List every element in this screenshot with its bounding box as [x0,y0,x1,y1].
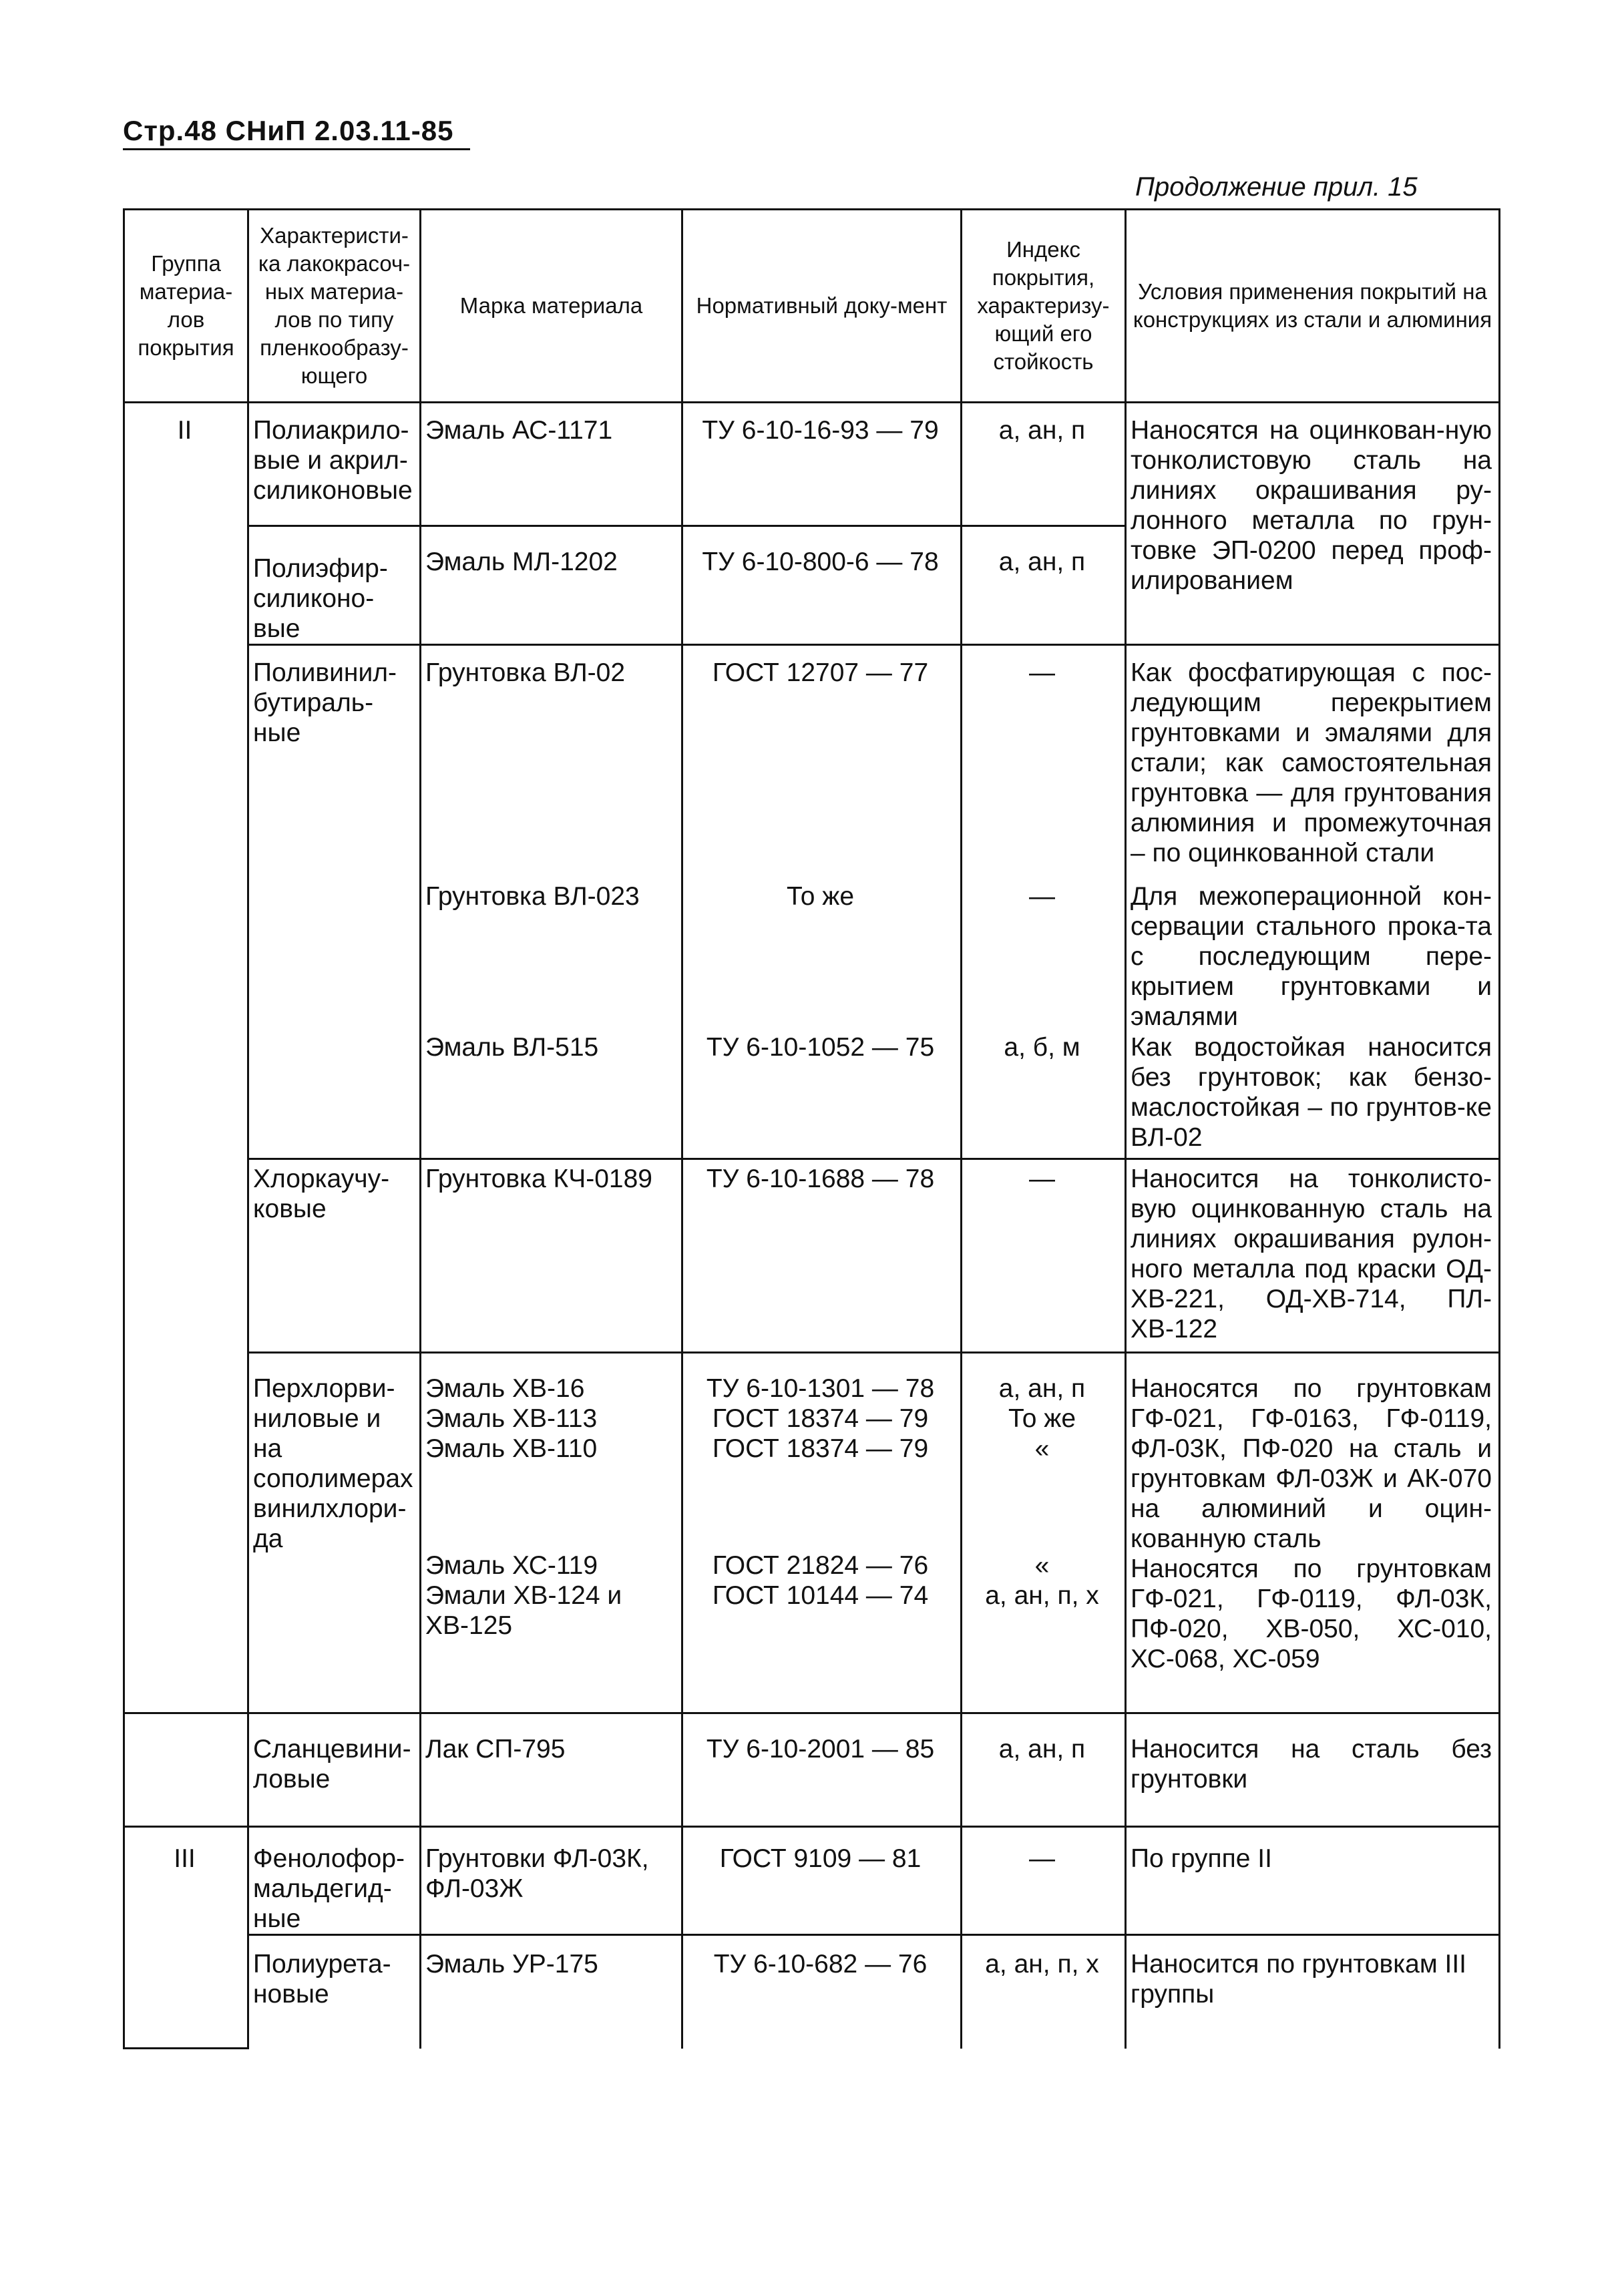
header-index: Индекс покрытия, характеризу-ющий его стойкость [962,210,1126,403]
index-cell: а, ан, п [962,403,1126,526]
doc-cell: ТУ 6-10-16-93 — 79 [682,403,962,526]
doc-line: ГОСТ 18374 — 79 [712,1434,929,1463]
table-row [124,1827,1500,1935]
brand-line: Эмаль ХВ-16 [425,1374,585,1403]
conditions-cell: Наносится по грунтовкам III группы [1126,1935,1500,2049]
header-normative-doc: Нормативный доку-мент [682,210,962,403]
index-cell [962,1353,1126,1713]
doc-cell: ТУ 6-10-1052 — 75 [682,1032,962,1159]
doc-cell: То же [682,879,962,1032]
brand-line: Эмаль ХВ-110 [425,1434,598,1463]
brand-cell: Эмаль МЛ-1202 [421,526,682,645]
type-cell: Полиакрило-вые и акрил-силиконовые [248,403,421,526]
conditions-cell: Для межоперационной кон-сервации стального прока-та с последующим пере-крытием грунтовками и эмалями [1126,879,1500,1032]
type-cell: Сланцевини-ловые [248,1713,421,1827]
index-cell: а, ан, п, х [962,1935,1126,2049]
doc-cell: ТУ 6-10-2001 — 85 [682,1713,962,1827]
index-line: а, ан, п [998,1374,1086,1403]
brand-line: Эмали ХВ-124 и ХВ-125 [425,1581,622,1640]
index-cell: — [962,645,1126,879]
group-cell: III [124,1827,248,2049]
type-cell: Фенолофор-мальдегид-ные [248,1827,421,1935]
doc-line: ГОСТ 21824 — 76 [712,1551,929,1580]
table-row [124,645,1500,879]
index-line: а, ан, п, х [985,1581,1099,1610]
header-brand: Марка материала [421,210,682,403]
group-cell-continued [124,1713,248,1827]
doc-line: ГОСТ 10144 — 74 [712,1581,929,1610]
group-cell: II [124,403,248,1713]
index-cell: а, ан, п [962,1713,1126,1827]
doc-cell [682,1353,962,1713]
type-cell: Поливинил-бутираль-ные [248,645,421,1159]
header-underline [123,148,470,150]
brand-cell: Лак СП-795 [421,1713,682,1827]
conditions-text: Наносятся по грунтовкам ГФ-021, ГФ-0163, ГФ-0119, ФЛ-03К, ПФ-020 на сталь и грунтовкам ФЛ-03Ж и АК-070 на алюминий и оцин-кованную сталь [1131,1374,1492,1553]
doc-cell: ГОСТ 9109 — 81 [682,1827,962,1935]
type-cell: Хлоркаучу-ковые [248,1159,421,1353]
table-row [124,1159,1500,1353]
index-line: То же [1008,1404,1076,1433]
table-row [124,403,1500,526]
header-group: Группа материа-лов покрытия [124,210,248,403]
type-cell: Полиурета-новые [248,1935,421,2049]
doc-line: ТУ 6-10-1301 — 78 [706,1374,935,1403]
index-line: « [1034,1434,1050,1463]
brand-cell: Эмаль ВЛ-515 [421,1032,682,1159]
table-header-row [124,210,1500,403]
index-line: « [1034,1551,1050,1580]
index-cell: — [962,1159,1126,1353]
brand-cell: Грунтовка КЧ-0189 [421,1159,682,1353]
conditions-text: Наносятся по грунтовкам ГФ-021, ГФ-0119, ФЛ-03К, ПФ-020, ХВ-050, ХС-010, ХС-068, ХС-059 [1131,1554,1492,1673]
brand-cell: Грунтовка ВЛ-02 [421,645,682,879]
coatings-table [123,208,1500,2049]
doc-cell: ГОСТ 12707 — 77 [682,645,962,879]
doc-line: ГОСТ 18374 — 79 [712,1404,929,1433]
table-continuation-caption: Продолжение прил. 15 [1135,172,1418,202]
conditions-cell: Наносится на сталь без грунтовки [1126,1713,1500,1827]
table-row [124,1713,1500,1827]
brand-line: Эмаль ХВ-113 [425,1404,598,1433]
table-row [124,1935,1500,2049]
conditions-cell: Наносятся на оцинкован-ную тонколистовую сталь на линиях окрашивания ру-лонного металла по грун-товке ЭП-0200 перед проф-илированием [1126,403,1500,645]
table-row [124,1353,1500,1713]
type-cell: Полиэфир-силиконо-вые [248,526,421,645]
header-type: Характеристи-ка лакокрасоч-ных материа-лов по типу пленкообразу-ющего [248,210,421,403]
brand-cell: Грунтовки ФЛ-03К, ФЛ-03Ж [421,1827,682,1935]
doc-cell: ТУ 6-10-800-6 — 78 [682,526,962,645]
header-conditions: Условия применения покрытий на конструкциях из стали и алюминия [1126,210,1500,403]
doc-cell: ТУ 6-10-1688 — 78 [682,1159,962,1353]
brand-cell: Эмаль УР-175 [421,1935,682,2049]
conditions-cell: По группе II [1126,1827,1500,1935]
brand-line: Эмаль ХС-119 [425,1551,598,1580]
brand-cell: Эмаль АС-1171 [421,403,682,526]
type-cell: Перхлорви-ниловые и на сополимерах винилхлори-да [248,1353,421,1713]
index-cell: а, ан, п [962,526,1126,645]
conditions-cell: Как водостойкая наносится без грунтовок; как бензо-маслостойкая – по грунтов-ке ВЛ-02 [1126,1032,1500,1159]
brand-cell: Грунтовка ВЛ-023 [421,879,682,1032]
brand-cell [421,1353,682,1713]
index-cell: — [962,879,1126,1032]
conditions-cell: Как фосфатирующая с пос-ледующим перекрытием грунтовками и эмалями для стали; как самостоятельная грунтовка — для грунтования алюминия и промежуточная – по оцинкованной стали [1126,645,1500,879]
index-cell: а, б, м [962,1032,1126,1159]
index-cell: — [962,1827,1126,1935]
page-header: Стр.48 СНиП 2.03.11-85 [123,115,454,146]
doc-cell: ТУ 6-10-682 — 76 [682,1935,962,2049]
conditions-cell [1126,1353,1500,1713]
conditions-cell: Наносится на тонколисто-вую оцинкованную сталь на линиях окрашивания рулон-ного металла под краски ОД-ХВ-221, ОД-ХВ-714, ПЛ-ХВ-122 [1126,1159,1500,1353]
